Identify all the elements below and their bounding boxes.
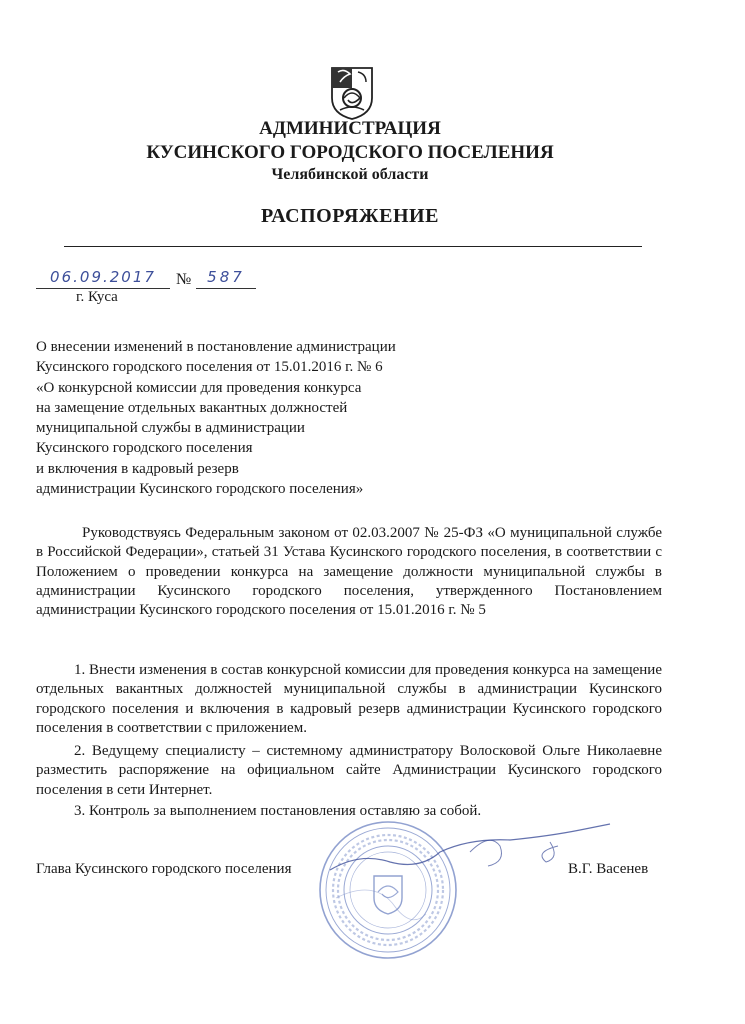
subject-line: Кусинского городского поселения от 15.01.2016 г. № 6 [36,359,383,376]
subject-line: муниципальной службы в администрации [36,420,305,437]
document-type: РАСПОРЯЖЕНИЕ [261,205,439,227]
subject-line: О внесении изменений в постановление администрации [36,339,396,355]
org-title-line1: АДМИНИСТРАЦИЯ [259,118,441,139]
number-label: № [176,271,192,288]
subject-line: и включения в кадровый резерв [36,460,239,477]
org-title-line2: КУСИНСКОГО ГОРОДСКОГО ПОСЕЛЕНИЯ [146,142,554,163]
coat-of-arms-icon [330,64,374,120]
org-region: Челябинской области [271,166,429,183]
handwritten-signature [320,822,620,892]
date-number-line [36,268,276,292]
subject-line: «О конкурсной комиссии для проведения конкурса [36,379,362,396]
subject-block [36,337,476,499]
subject-line: администрации Кусинского городского поселения» [36,481,364,498]
preamble-paragraph: Руководствуясь Федеральным законом от 02.03.2007 № 25-ФЗ «О муниципальной службе в Российской Федерации», статьей 31 Устава Кусинского городского поселения, в соответствии с Положением о проведении конкурса на замещение должности муниципальной службы в администрации Кусинского городского поселения, утвержденного Постановлением администрации Кусинского городского поселения от 15.01.2016 г. № 5 [36,525,662,619]
place-of-issue: г. Куса [76,289,118,305]
number-field: 587 [196,268,256,289]
header-divider [64,246,642,247]
subject-line: на замещение отдельных вакантных должностей [36,399,348,416]
subject-line: Кусинского городского поселения [36,440,253,457]
order-item-3: 3. Контроль за выполнением постановления оставляю за собой. [74,803,482,819]
date-field: 06.09.2017 [36,268,170,289]
signatory-name: В.Г. Васенев [568,861,649,877]
order-item-1: 1. Внести изменения в состав конкурсной комиссии для проведения конкурса на замещение отдельных вакантных должностей муниципальной службы в администрации Кусинского городского поселения и включения в кадровый резерв администрации Кусинского городского поселения в соответствии с приложением. [36,662,662,736]
signatory-title: Глава Кусинского городского поселения [36,861,292,877]
order-item-2: 2. Ведущему специалисту – системному администратору Волосковой Ольге Николаевне разместить распоряжение на официальном сайте Администрации Кусинского городского поселения в сети Интернет. [36,743,662,798]
